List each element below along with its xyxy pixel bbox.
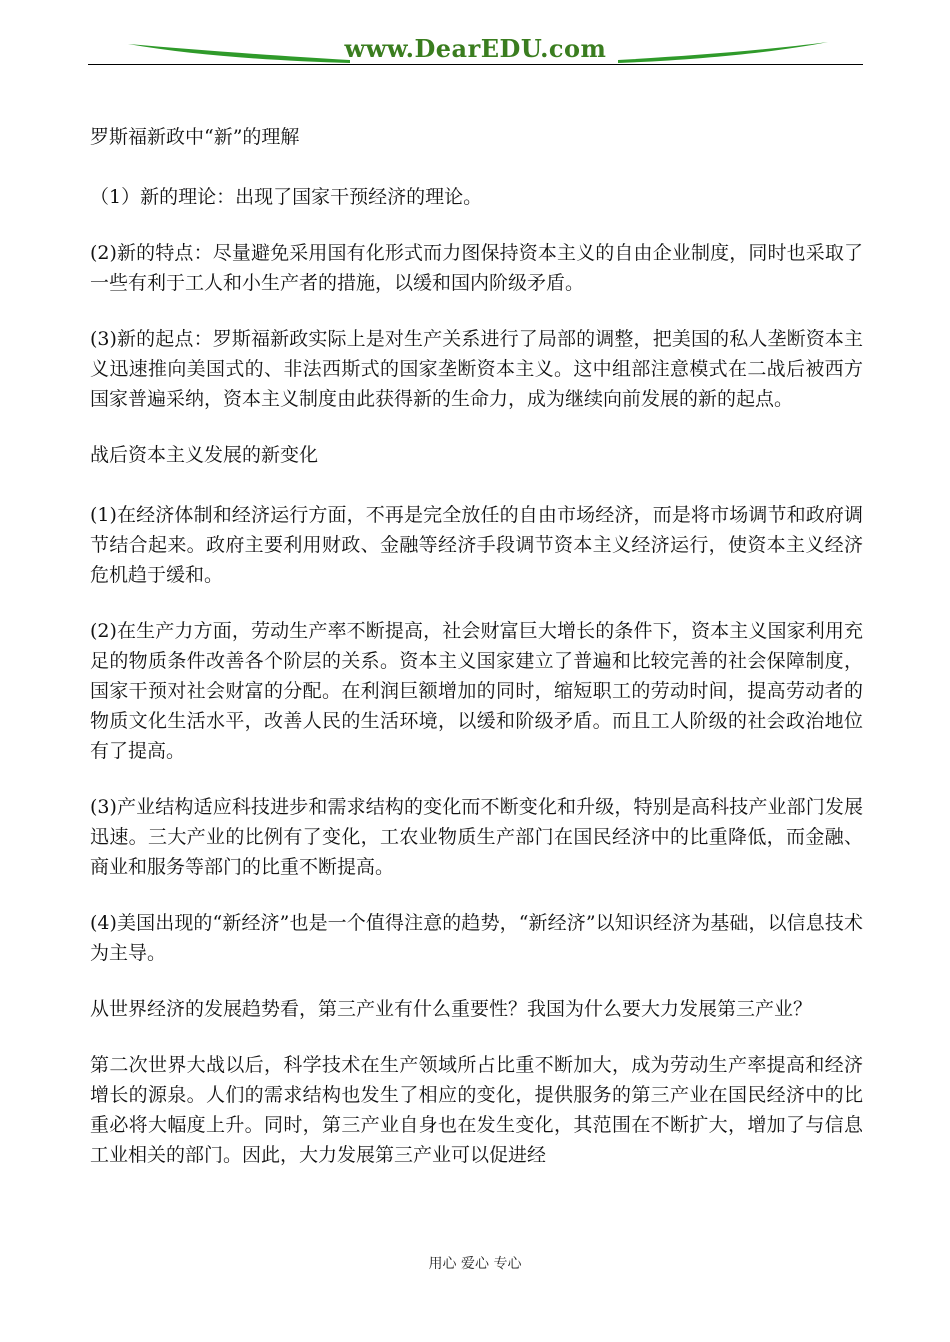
paragraph: (3)新的起点：罗斯福新政实际上是对生产关系进行了局部的调整，把美国的私人垄断资本主义迅速推向美国式的、非法西斯式的国家垄断资本主义。这中组部注意模式在二战后被西方国家普遍采纳，资本主义制度由此获得新的生命力，成为继续向前发展的新的起点。 [90, 328, 863, 410]
paragraph: (1)在经济体制和经济运行方面，不再是完全放任的自由市场经济，而是将市场调节和政府调节结合起来。政府主要利用财政、金融等经济手段调节资本主义经济运行，使资本主义经济危机趋于缓和。 [90, 504, 863, 586]
question-paragraph: 从世界经济的发展趋势看，第三产业有什么重要性？我国为什么要大力发展第三产业？ [90, 998, 813, 1020]
paragraph: (4)美国出现的“新经济”也是一个值得注意的趋势，“新经济”以知识经济为基础，以信息技术为主导。 [90, 912, 863, 964]
heading-postwar-changes: 战后资本主义发展的新变化 [90, 444, 319, 466]
paragraph: 第二次世界大战以后，科学技术在生产领域所占比重不断加大，成为劳动生产率提高和经济增长的源泉。人们的需求结构也发生了相应的变化，提供服务的第三产业在国民经济中的比重必将大幅度上升。同时，第三产业自身也在发生变化，其范围在不断扩大，增加了与信息工业相关的部门。因此，大力发展第三产业可以促进经 [90, 1054, 863, 1166]
paragraph: (2)在生产力方面，劳动生产率不断提高，社会财富巨大增长的条件下，资本主义国家利用充足的物质条件改善各个阶层的关系。资本主义国家建立了普遍和比较完善的社会保障制度，国家干预对社会财富的分配。在利润巨额增加的同时，缩短职工的劳动时间，提高劳动者的物质文化生活水平，改善人民的生活环境，以缓和阶级矛盾。而且工人阶级的社会政治地位有了提高。 [90, 620, 863, 762]
page-footer: 用心 爱心 专心 [428, 1256, 522, 1272]
site-logo-text: www.DearEDU.com [344, 34, 607, 63]
paragraph: (2)新的特点：尽量避免采用国有化形式而力图保持资本主义的自由企业制度，同时也采取了一些有利于工人和小生产者的措施，以缓和国内阶级矛盾。 [90, 242, 863, 294]
heading-new-deal: 罗斯福新政中“新”的理解 [90, 126, 300, 148]
header-rule [88, 64, 863, 65]
paragraph: （1）新的理论：出现了国家干预经济的理论。 [90, 186, 483, 208]
paragraph: (3)产业结构适应科技进步和需求结构的变化而不断变化和升级，特别是高科技产业部门发展迅速。三大产业的比例有了变化，工农业物质生产部门在国民经济中的比重降低，而金融、商业和服务等部门的比重不断提高。 [90, 796, 863, 878]
document-body [90, 122, 863, 1196]
page-header [88, 30, 863, 70]
